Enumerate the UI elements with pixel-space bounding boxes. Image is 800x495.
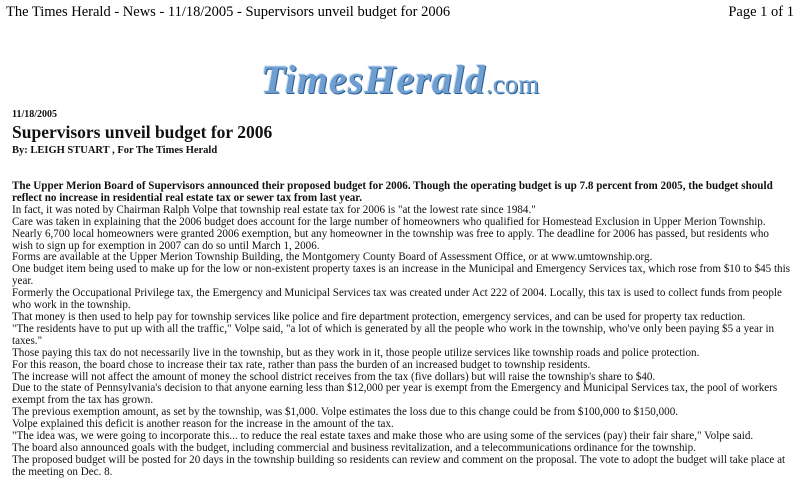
- article-paragraph: Care was taken in explaining that the 2006 budget does account for the large number of homeowners who qualified for Homestead Exclusion in Upper Merion Township.: [12, 215, 766, 228]
- article-lead-paragraph: The Upper Merion Board of Supervisors announced their proposed budget for 2006. Though the operating budget is up 7.8 percent from 2005, the budget should reflect no increase in residential real estate tax or sewer tax from last year.: [12, 180, 773, 204]
- article-paragraph: "The idea was, we were going to incorporate this... to reduce the real estate taxes and make those who are using some of the services (pay) their fair share," Volpe said.: [12, 430, 754, 443]
- logo-wordmark: TimesHerald: [260, 57, 486, 102]
- article-paragraph: The previous exemption amount, as set by the township, was $1,000. Volpe estimates the loss due to this change could be from $100,000 to $150,000.: [12, 406, 679, 419]
- article-paragraph: Nearly 6,700 local homeowners were granted 2006 exemption, but any homeowner in the township was free to apply. The deadline for 2006 has passed, but residents who wish to sign up for exemption in 2007 can do so until March 1, 2006.: [12, 227, 769, 252]
- article-paragraph: In fact, it was noted by Chairman Ralph Volpe that township real estate tax for 2006 is "at the lowest rate since 1984.": [12, 203, 536, 216]
- logo-domain-suffix: .com: [485, 69, 540, 99]
- article-paragraph: Volpe explained this deficit is another reason for the increase in the amount of the tax.: [12, 418, 394, 431]
- article-paragraph: That money is then used to help pay for township services like police and fire department protection, emergency services, and can be used for property tax reduction.: [12, 310, 746, 323]
- page-number: Page 1 of 1: [728, 4, 794, 20]
- article-paragraph: The board also announced goals with the budget, including commercial and business revitalization, and a telecommunications ordinance for the township.: [12, 441, 696, 454]
- article-body: [12, 181, 792, 479]
- article-headline: Supervisors unveil budget for 2006: [12, 122, 273, 142]
- article-byline: By: LEIGH STUART , For The Times Herald: [12, 145, 218, 156]
- article-paragraph: For this reason, the board chose to increase their tax rate, rather than pass the burden of an increased budget to township residents.: [12, 358, 591, 371]
- print-header-title: The Times Herald - News - 11/18/2005 - Supervisors unveil budget for 2006: [6, 4, 451, 20]
- print-header: [6, 4, 794, 20]
- times-herald-logo[interactable]: [0, 57, 800, 104]
- article-paragraph: Those paying this tax do not necessarily live in the township, but as they work in it, those people utilize services like township roads and police protection.: [12, 346, 700, 359]
- article-paragraph: One budget item being used to make up for the low or non-existent property taxes is an increase in the Municipal and Emergency Services tax, which rose from $10 to $45 this year.: [12, 263, 791, 288]
- article-paragraph: Forms are available at the Upper Merion Township Building, the Montgomery County Board of Assessment Office, or at www.umtownship.org.: [12, 251, 653, 264]
- article-paragraph: The proposed budget will be posted for 20 days in the township building so residents can review and comment on the proposal. The vote to adopt the budget will take place at the meeting on Dec. 8.: [12, 453, 786, 478]
- article-paragraph: Due to the state of Pennsylvania's decision to that anyone earning less than $12,000 per year is exempt from the Emergency and Municipal Services tax, the pool of workers exempt from the tax has grown.: [12, 382, 778, 407]
- article-paragraph: "The residents have to put up with all the traffic," Volpe said, "a lot of which is generated by all the people who work in the township, who've only been paying $5 a year in taxes.": [12, 322, 775, 347]
- article-paragraph: Formerly the Occupational Privilege tax, the Emergency and Municipal Services tax was created under Act 222 of 2004. Locally, this tax is used to collect funds from people who work in the township.: [12, 287, 782, 312]
- article-paragraph: The increase will not affect the amount of money the school district receives from the tax (five dollars) but will raise the township's share to $40.: [12, 370, 656, 383]
- article-date: 11/18/2005: [12, 109, 58, 120]
